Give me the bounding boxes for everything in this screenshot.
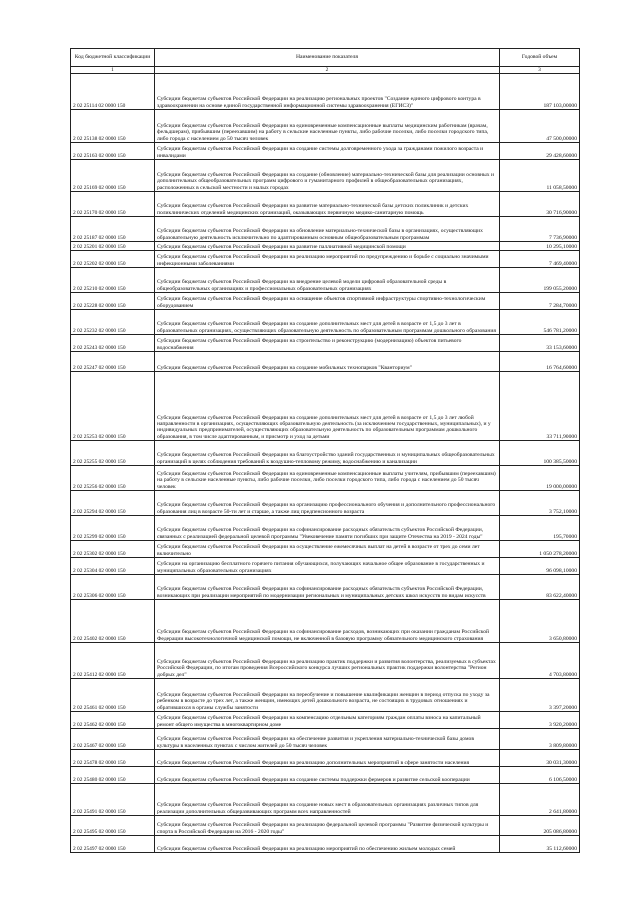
row-name: Субсидии бюджетам субъектов Российской Федерации на внедрение целевой модели цифровой образовательной среды в общеобразовательных организациях и профессиональных образовательных организациях (155, 268, 500, 293)
table-row (71, 729, 580, 750)
row-name: Субсидии бюджетам субъектов Российской Федерации на строительство и реконструкцию (модернизацию) объектов питьевого водоснабжения (155, 335, 500, 352)
row-code: 2 02 25187 02 0000 150 (71, 217, 155, 242)
row-name: Субсидии бюджетам субъектов Российской Федерации на единовременные компенсационные выплаты медицинским работникам (врачам, фельдшерам), прибывшим (переехавшим) на работу в сельские населенные пункты, либо рабочие поселки, либо поселки городского типа, либо города с населением до 50 тысяч человек (155, 110, 500, 143)
row-code: 2 02 25462 02 0000 150 (71, 712, 155, 729)
column-number-row (71, 67, 580, 74)
row-code: 2 02 25247 02 0000 150 (71, 352, 155, 372)
row-code: 2 02 25255 02 0000 150 (71, 441, 155, 466)
row-name: Субсидии бюджетам субъектов Российской Федерации на создание системы поддержки фермеров и развитие сельской кооперации (155, 767, 500, 784)
table-row (71, 441, 580, 466)
table-row (71, 372, 580, 441)
row-code: 2 02 25169 02 0000 150 (71, 160, 155, 192)
table-row (71, 310, 580, 335)
row-code: 2 02 25302 02 0000 150 (71, 541, 155, 558)
row-name: Субсидии бюджетам субъектов Российской Федерации на создание дополнительных мест для детей в возрасте от 1,5 до 3 лет любой направленности в организациях, осуществляющих образовательную деятельность (за исключением государственных, муниципальных), и у индивидуальных предпринимателей, осуществляющих образовательную деятельность по образовательным программам дошкольного образования, в том числе адаптированным, и присмотр и уход за детьми (155, 372, 500, 441)
row-value: 3 397,20000 (500, 679, 580, 712)
table-row (71, 836, 580, 853)
table-row (71, 192, 580, 217)
row-value: 33 711,90000 (500, 372, 580, 441)
row-name: Субсидии бюджетам субъектов Российской Федерации на благоустройство зданий государственных и муниципальных общеобразовательных организаций в целях соблюдения требований к воздушно-тепловому режиму, водоснабжению и канализации (155, 441, 500, 466)
row-value: 7 736,90000 (500, 217, 580, 242)
row-value: 3 809,80000 (500, 729, 580, 750)
table-row (71, 558, 580, 575)
row-name: Субсидии бюджетам субъектов Российской Федерации на создание новых мест в образовательных организациях различных типов для реализации дополнительных общеразвивающих программ всех направленностей (155, 784, 500, 816)
budget-table-sheet (70, 48, 579, 853)
row-value: 195,70000 (500, 516, 580, 541)
row-code: 2 02 25210 02 0000 150 (71, 268, 155, 293)
row-code: 2 02 25467 02 0000 150 (71, 729, 155, 750)
table-row (71, 242, 580, 251)
row-value: 187 103,00000 (500, 74, 580, 110)
row-name: Субсидии бюджетам субъектов Российской Федерации на софинансирование расходов, возникающих при оказании гражданам Российской Федерации высокотехнологичной медицинской помощи, не включенной в базовую программу обязательного медицинского страхования (155, 600, 500, 643)
row-code: 2 02 25478 02 0000 150 (71, 750, 155, 767)
row-name: Субсидии бюджетам субъектов Российской Федерации на софинансирование расходных обязательств субъектов Российской Федерации, возникающих при реализации мероприятий по модернизации региональных и муниципальных детских школ искусств по видам искусств (155, 575, 500, 600)
row-code: 2 02 25495 02 0000 150 (71, 816, 155, 836)
row-code: 2 02 25497 02 0000 150 (71, 836, 155, 853)
table-row (71, 110, 580, 143)
row-name: Субсидии бюджетам субъектов Российской Федерации на развитие материально-технической базы детских поликлиник и детских поликлинических отделений медицинских организаций, оказывающих первичную медико-санитарную помощь (155, 192, 500, 217)
row-code: 2 02 25201 02 0000 150 (71, 242, 155, 251)
row-value: 3 752,10000 (500, 491, 580, 516)
row-code: 2 02 25232 02 0000 150 (71, 310, 155, 335)
row-name: Субсидии бюджетам субъектов Российской Федерации на реализацию мероприятий по предупреждению и борьбе с социально значимыми инфекционными заболеваниями (155, 251, 500, 268)
table-row (71, 816, 580, 836)
row-code: 2 02 25461 02 0000 150 (71, 679, 155, 712)
row-value: 33 153,60000 (500, 335, 580, 352)
row-value: 199 055,20000 (500, 268, 580, 293)
header-code: Код бюджетной классификации (71, 49, 155, 67)
table-row (71, 251, 580, 268)
table-row (71, 679, 580, 712)
row-value: 2 641,80000 (500, 784, 580, 816)
row-value: 47 500,00000 (500, 110, 580, 143)
row-code: 2 02 25256 02 0000 150 (71, 466, 155, 491)
row-value: 6 106,50000 (500, 767, 580, 784)
table-row (71, 541, 580, 558)
table-body (71, 74, 580, 853)
row-value: 7 469,40000 (500, 251, 580, 268)
row-code: 2 02 25253 02 0000 150 (71, 372, 155, 441)
row-code: 2 02 25138 02 0000 150 (71, 110, 155, 143)
table-row (71, 352, 580, 372)
row-value: 83 622,40000 (500, 575, 580, 600)
table-row (71, 466, 580, 491)
row-name: Субсидии бюджетам субъектов Российской Федерации на создание мобильных технопарков "Кванториум" (155, 352, 500, 372)
table-row (71, 784, 580, 816)
row-code: 2 02 25491 02 0000 150 (71, 784, 155, 816)
row-name: Субсидии бюджетам субъектов Российской Федерации на реализацию мероприятий по обеспечению жильем молодых семей (155, 836, 500, 853)
row-code: 2 02 25202 02 0000 150 (71, 251, 155, 268)
row-name: Субсидии бюджетам субъектов Российской Федерации на организацию профессионального обучения и дополнительного профессионального образования лиц в возрасте 50-ти лет и старше, а также лиц предпенсионного возраста (155, 491, 500, 516)
row-name: Субсидии на организацию бесплатного горячего питания обучающихся, получающих начальное общее образование в государственных и муниципальных образовательных организациях (155, 558, 500, 575)
row-code: 2 02 25304 02 0000 150 (71, 558, 155, 575)
table-row (71, 268, 580, 293)
row-value: 3 650,80000 (500, 600, 580, 643)
row-name: Субсидии бюджетам субъектов Российской Федерации на переобучение и повышение квалификации женщин в период отпуска по уходу за ребенком в возрасте до трех лет, а также женщин, имеющих детей дошкольного возраста, не состоящих в трудовых отношениях и обратившихся в органы службы занятости (155, 679, 500, 712)
row-value: 100 385,50000 (500, 441, 580, 466)
row-name: Субсидии бюджетам субъектов Российской Федерации на создание системы долговременного ухода за гражданами пожилого возраста и инвалидами (155, 143, 500, 160)
header-row (71, 49, 580, 67)
row-name: Субсидии бюджетам субъектов Российской Федерации на единовременные компенсационные выплаты учителям, прибывшим (переехавшим) на работу в сельские населенные пункты, либо рабочие поселки, либо поселки городского типа, либо города с населением до 50 тысяч человек (155, 466, 500, 491)
row-name: Субсидии бюджетам субъектов Российской Федерации на реализацию дополнительных мероприятий в сфере занятости населения (155, 750, 500, 767)
table-row (71, 491, 580, 516)
header-value: Годовой объем (500, 49, 580, 67)
row-value: 19 000,00000 (500, 466, 580, 491)
row-name: Субсидии бюджетам субъектов Российской Федерации на создание дополнительных мест для детей в возрасте от 1,5 до 3 лет в образовательных организациях, осуществляющих образовательную деятельность по образовательным программам дошкольного образования (155, 310, 500, 335)
row-value: 16 764,60000 (500, 352, 580, 372)
table-row (71, 335, 580, 352)
column-number: 3 (500, 67, 580, 74)
table-row (71, 143, 580, 160)
row-code: 2 02 25402 02 0000 150 (71, 600, 155, 643)
row-code: 2 02 25480 02 0000 150 (71, 767, 155, 784)
table-row (71, 74, 580, 110)
row-value: 7 284,70000 (500, 293, 580, 310)
row-value: 30 031,30000 (500, 750, 580, 767)
row-name: Субсидии бюджетам субъектов Российской Федерации на компенсацию отдельным категориям граждан оплаты взноса на капитальный ремонт общего имущества в многоквартирном доме (155, 712, 500, 729)
row-code: 2 02 25170 02 0000 150 (71, 192, 155, 217)
table-row (71, 643, 580, 679)
row-value: 1 050 278,20000 (500, 541, 580, 558)
row-name: Субсидии бюджетам субъектов Российской Федерации на обновление материально-технической базы в организациях, осуществляющих образовательную деятельность исключительно по адаптированным основным общеобразовательным программам (155, 217, 500, 242)
row-value: 205 086,80000 (500, 816, 580, 836)
budget-table (70, 48, 580, 853)
row-code: 2 02 25299 02 0000 150 (71, 516, 155, 541)
table-row (71, 767, 580, 784)
row-value: 29 428,60000 (500, 143, 580, 160)
table-row (71, 575, 580, 600)
row-name: Субсидии бюджетам субъектов Российской Федерации на реализацию практик поддержки и развития волонтерства, реализуемых в субъектах Российской Федерации, по итогам проведения Всероссийского конкурса лучших региональных практик поддержки волонтерства "Регион добрых дел" (155, 643, 500, 679)
row-value: 35 112,60000 (500, 836, 580, 853)
row-name: Субсидии бюджетам субъектов Российской Федерации на реализацию региональных проектов "Создание единого цифрового контура в здравоохранении на основе единой государственной информационной системы здравоохранения (ЕГИСЗ)" (155, 74, 500, 110)
row-name: Субсидии бюджетам субъектов Российской Федерации на реализацию федеральной целевой программы "Развитие физической культуры и спорта в Российской Федерации на 2016 - 2020 годы" (155, 816, 500, 836)
row-code: 2 02 25294 02 0000 150 (71, 491, 155, 516)
table-row (71, 750, 580, 767)
row-name: Субсидии бюджетам субъектов Российской Федерации на развитие паллиативной медицинской помощи (155, 242, 500, 251)
column-number: 2 (155, 67, 500, 74)
row-code: 2 02 25306 02 0000 150 (71, 575, 155, 600)
row-value: 4 703,80000 (500, 643, 580, 679)
row-name: Субсидии бюджетам субъектов Российской Федерации на обеспечение развития и укрепления материально-технической базы домов культуры в населенных пунктах с числом жителей до 50 тысяч человек (155, 729, 500, 750)
row-value: 546 781,20000 (500, 310, 580, 335)
row-name: Субсидии бюджетам субъектов Российской Федерации на создание (обновление) материально-технической базы для реализации основных и дополнительных общеобразовательных программ цифрового и гуманитарного профилей в общеобразовательных организациях, расположенных в сельской местности и малых городах (155, 160, 500, 192)
row-code: 2 02 25243 02 0000 150 (71, 335, 155, 352)
table-row (71, 712, 580, 729)
row-value: 11 058,50000 (500, 160, 580, 192)
table-row (71, 217, 580, 242)
row-code: 2 02 25114 02 0000 150 (71, 74, 155, 110)
row-code: 2 02 25412 02 0000 150 (71, 643, 155, 679)
row-name: Субсидии бюджетам субъектов Российской Федерации на оснащение объектов спортивной инфраструктуры спортивно-технологическим оборудованием (155, 293, 500, 310)
row-value: 30 716,90000 (500, 192, 580, 217)
row-code: 2 02 25228 02 0000 150 (71, 293, 155, 310)
row-code: 2 02 25163 02 0000 150 (71, 143, 155, 160)
row-value: 10 295,10000 (500, 242, 580, 251)
row-name: Субсидии бюджетам субъектов Российской Федерации на осуществление ежемесячных выплат на детей в возрасте от трех до семи лет включительно (155, 541, 500, 558)
table-row (71, 600, 580, 643)
table-row (71, 293, 580, 310)
header-name: Наименование показателя (155, 49, 500, 67)
row-value: 96 098,10000 (500, 558, 580, 575)
column-number: 1 (71, 67, 155, 74)
table-row (71, 516, 580, 541)
table-row (71, 160, 580, 192)
row-name: Субсидии бюджетам субъектов Российской Федерации на софинансирование расходных обязательств субъектов Российской Федерации, связанных с реализацией федеральной целевой программы "Увековечение памяти погибших при защите Отечества на 2019 - 2024 годы" (155, 516, 500, 541)
row-value: 3 920,20000 (500, 712, 580, 729)
